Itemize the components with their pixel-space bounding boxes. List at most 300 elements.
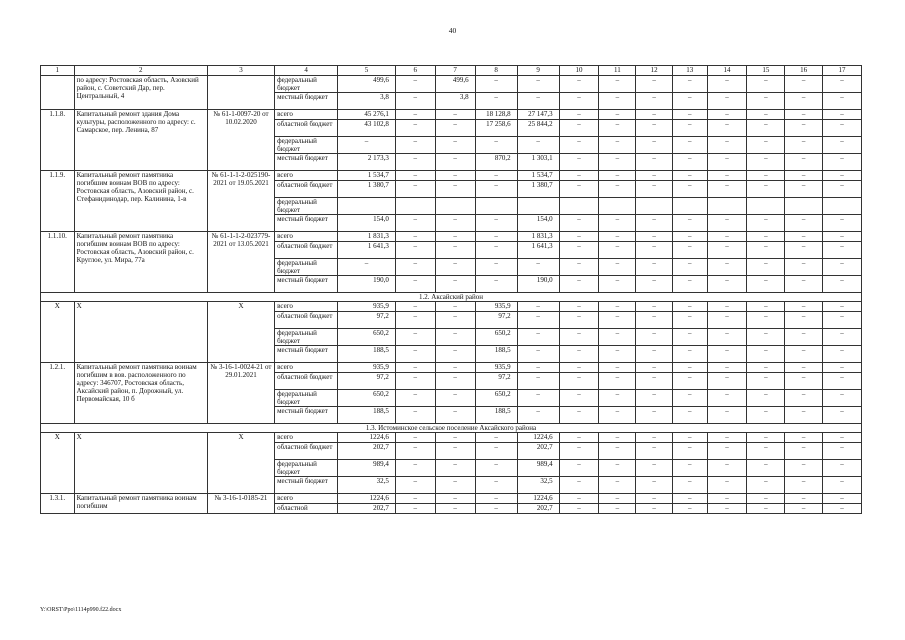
amount-cell: – [747,215,785,232]
amount-cell: – [599,259,636,276]
amount-cell: – [707,276,747,293]
amount-cell: – [517,363,559,373]
amount-cell: – [823,76,862,93]
amount-cell: – [707,460,747,477]
amount-cell: – [338,259,396,276]
amount-cell: – [435,242,475,259]
amount-cell: – [559,390,599,407]
amount-cell: – [707,390,747,407]
amount-cell: 27 147,3 [517,110,559,120]
amount-cell: – [747,346,785,363]
amount-cell: – [707,171,747,181]
amount-cell: – [636,302,673,312]
amount-cell: – [636,312,673,329]
amount-cell [338,198,396,215]
amount-cell: – [395,154,435,171]
amount-cell [636,198,673,215]
amount-cell: – [636,137,673,154]
amount-cell: 1 641,3 [338,242,396,259]
amount-cell: – [475,460,517,477]
amount-cell: 935,9 [338,363,396,373]
object-name: Капитальный ремонт памятника воинам погибшим в вов. расположенного по адресу: 346707, Ростовская область, Аксайский район, п. Дорожный, ул. Первомайская, 10 б [74,363,207,424]
amount-cell: – [559,215,599,232]
amount-cell [475,198,517,215]
amount-cell: – [823,504,862,514]
amount-cell: – [517,76,559,93]
amount-cell: – [707,259,747,276]
amount-cell: 32,5 [517,477,559,494]
budget-source: всего [275,232,338,242]
amount-cell: – [475,137,517,154]
amount-cell: – [707,154,747,171]
amount-cell: – [636,373,673,390]
amount-cell: – [707,312,747,329]
amount-cell: – [395,504,435,514]
amount-cell: – [395,276,435,293]
amount-cell: – [475,259,517,276]
amount-cell: 499,6 [435,76,475,93]
amount-cell: 202,7 [338,443,396,460]
column-header: 17 [823,66,862,76]
amount-cell: – [785,154,823,171]
amount-cell: – [785,312,823,329]
column-header: 3 [207,66,274,76]
amount-cell: – [559,302,599,312]
object-name: по адресу: Ростовская область, Азовский район, с. Советский Дар, пер. Центральный, 4 [74,76,207,110]
amount-cell: – [707,329,747,346]
amount-cell: – [823,373,862,390]
amount-cell: – [747,181,785,198]
amount-cell: – [599,312,636,329]
amount-cell: – [707,242,747,259]
amount-cell: – [435,477,475,494]
amount-cell: – [636,477,673,494]
amount-cell: – [672,93,707,110]
object-name: Капитальный ремонт памятника погибшим воинам ВОВ по адресу: Ростовская область, Азовский район, с. Круглое, ул. Мира, 77а [74,232,207,293]
amount-cell: – [785,232,823,242]
amount-cell: – [475,171,517,181]
object-name: Капитальный ремонт здания Дома культуры, расположенного по адресу: с. Самарское, пер. Ленина, 87 [74,110,207,171]
budget-source: федеральный бюджет [275,76,338,93]
amount-cell: – [559,259,599,276]
column-header: 15 [747,66,785,76]
amount-cell: – [672,346,707,363]
amount-cell: – [823,232,862,242]
amount-cell: – [747,433,785,443]
amount-cell: – [672,302,707,312]
amount-cell: – [517,407,559,424]
amount-cell: – [785,215,823,232]
budget-source: местный бюджет [275,407,338,424]
amount-cell: – [785,120,823,137]
amount-cell: – [517,390,559,407]
amount-cell: – [707,302,747,312]
amount-cell: – [559,137,599,154]
amount-cell: – [823,215,862,232]
amount-cell: 190,0 [517,276,559,293]
amount-cell: 650,2 [475,329,517,346]
amount-cell: – [435,504,475,514]
amount-cell: 32,5 [338,477,396,494]
amount-cell: – [435,215,475,232]
amount-cell: – [823,346,862,363]
amount-cell: – [823,312,862,329]
amount-cell: – [395,312,435,329]
amount-cell: – [785,494,823,504]
amount-cell: 97,2 [338,312,396,329]
amount-cell: – [475,242,517,259]
amount-cell: 154,0 [338,215,396,232]
amount-cell: – [823,407,862,424]
column-header: 9 [517,66,559,76]
table-row [41,302,862,312]
budget-table [40,65,862,514]
amount-cell: – [747,312,785,329]
amount-cell: – [435,390,475,407]
amount-cell: 188,5 [475,407,517,424]
table-body [41,66,862,514]
amount-cell: – [672,363,707,373]
amount-cell: – [672,120,707,137]
amount-cell: – [636,276,673,293]
amount-cell: – [435,443,475,460]
amount-cell: – [599,181,636,198]
amount-cell: – [785,346,823,363]
amount-cell [707,198,747,215]
table-row [41,232,862,242]
amount-cell: 154,0 [517,215,559,232]
amount-cell: – [707,93,747,110]
amount-cell: – [395,137,435,154]
amount-cell: – [823,154,862,171]
amount-cell: – [475,76,517,93]
amount-cell: – [559,242,599,259]
amount-cell: – [823,137,862,154]
amount-cell: 188,5 [338,407,396,424]
budget-source: всего [275,171,338,181]
amount-cell: – [672,154,707,171]
column-header: 1 [41,66,75,76]
amount-cell: – [672,171,707,181]
amount-cell: – [707,137,747,154]
amount-cell: – [636,76,673,93]
amount-cell: – [395,259,435,276]
item-number: 1.1.8. [41,110,75,171]
amount-cell: – [395,110,435,120]
amount-cell: – [785,363,823,373]
permit-number: № 61-1-1-2-025190-2021 от 19.05.2021 [207,171,274,232]
table-row [41,433,862,443]
amount-cell: – [823,477,862,494]
amount-cell: – [435,302,475,312]
amount-cell: – [559,504,599,514]
amount-cell: 935,9 [475,363,517,373]
budget-source: федеральный бюджет [275,137,338,154]
amount-cell: – [559,171,599,181]
amount-cell: – [636,93,673,110]
permit-number: № 3-16-1-0185-21 [207,494,274,514]
amount-cell: – [395,171,435,181]
amount-cell: – [672,373,707,390]
amount-cell: – [599,232,636,242]
amount-cell: – [672,494,707,504]
amount-cell: 650,2 [475,390,517,407]
amount-cell: – [672,477,707,494]
amount-cell: – [707,433,747,443]
amount-cell: – [672,181,707,198]
amount-cell: – [747,302,785,312]
amount-cell [517,198,559,215]
column-header: 13 [672,66,707,76]
table-row [41,494,862,504]
amount-cell: – [747,477,785,494]
amount-cell: – [747,171,785,181]
amount-cell: – [785,433,823,443]
amount-cell [559,198,599,215]
amount-cell: – [475,433,517,443]
amount-cell: – [785,443,823,460]
amount-cell: – [599,302,636,312]
amount-cell: – [599,433,636,443]
amount-cell: 1224,6 [338,433,396,443]
amount-cell: – [559,363,599,373]
amount-cell: – [636,346,673,363]
amount-cell: 1224,6 [517,494,559,504]
amount-cell: 989,4 [517,460,559,477]
amount-cell: – [475,215,517,232]
amount-cell: – [785,259,823,276]
object-name: Х [74,433,207,494]
amount-cell: – [823,171,862,181]
amount-cell: – [707,215,747,232]
amount-cell: – [435,407,475,424]
amount-cell: – [672,312,707,329]
amount-cell: – [636,120,673,137]
amount-cell: – [747,110,785,120]
amount-cell: – [747,232,785,242]
amount-cell: 202,7 [517,504,559,514]
amount-cell: – [435,433,475,443]
amount-cell [395,198,435,215]
column-header: 4 [275,66,338,76]
amount-cell: – [636,363,673,373]
amount-cell: – [517,346,559,363]
amount-cell: – [672,329,707,346]
amount-cell: – [823,181,862,198]
amount-cell: – [785,242,823,259]
amount-cell: – [636,504,673,514]
amount-cell: – [599,110,636,120]
section-title: 1.3. Истоминское сельское поселение Аксайского района [41,424,862,433]
amount-cell: – [823,363,862,373]
amount-cell: – [559,276,599,293]
amount-cell: – [395,215,435,232]
amount-cell: – [747,276,785,293]
table-row [41,171,862,181]
amount-cell: 97,2 [475,312,517,329]
amount-cell [672,198,707,215]
object-name: Х [74,302,207,363]
table-row [41,110,862,120]
amount-cell: 1 641,3 [517,242,559,259]
amount-cell: 1 534,7 [517,171,559,181]
amount-cell: – [559,120,599,137]
amount-cell: 45 276,1 [338,110,396,120]
budget-source: областной бюджет [275,443,338,460]
amount-cell: – [636,154,673,171]
amount-cell: – [636,329,673,346]
amount-cell: – [559,460,599,477]
amount-cell: – [559,232,599,242]
amount-cell: – [599,494,636,504]
amount-cell: 1 380,7 [338,181,396,198]
budget-source: областной бюджет [275,120,338,137]
amount-cell: – [747,494,785,504]
amount-cell: – [707,504,747,514]
column-header: 12 [636,66,673,76]
amount-cell: – [747,390,785,407]
amount-cell: – [672,276,707,293]
amount-cell: – [517,312,559,329]
amount-cell: – [672,390,707,407]
amount-cell: – [785,477,823,494]
object-name: Капитальный ремонт памятника погибшим воинам ВОВ по адресу: Ростовская область, Азовский район, с. Стефанидинодар, пер. Калинина, 1-в [74,171,207,232]
amount-cell: – [672,460,707,477]
budget-source: областной бюджет [275,373,338,390]
column-header: 6 [395,66,435,76]
amount-cell: – [559,373,599,390]
amount-cell: – [395,329,435,346]
amount-cell: 188,5 [338,346,396,363]
amount-cell: – [559,346,599,363]
amount-cell: – [672,232,707,242]
amount-cell: – [636,494,673,504]
amount-cell: – [475,504,517,514]
item-number: 1.2.1. [41,363,75,424]
permit-number: № 61-1-1-2-023779-2021 от 13.05.2021 [207,232,274,293]
budget-source: федеральный бюджет [275,329,338,346]
amount-cell: – [475,93,517,110]
amount-cell: – [435,312,475,329]
amount-cell: – [599,276,636,293]
amount-cell: – [559,407,599,424]
amount-cell: – [823,494,862,504]
budget-source: областной [275,504,338,514]
amount-cell: – [599,363,636,373]
amount-cell: – [636,407,673,424]
amount-cell: – [823,242,862,259]
amount-cell: – [747,329,785,346]
amount-cell: – [338,137,396,154]
amount-cell: – [707,76,747,93]
permit-number [207,76,274,110]
amount-cell: – [636,171,673,181]
amount-cell: – [395,242,435,259]
amount-cell: – [395,363,435,373]
amount-cell: – [395,477,435,494]
amount-cell: – [672,110,707,120]
amount-cell: 1 831,3 [338,232,396,242]
amount-cell: – [435,137,475,154]
amount-cell: – [823,120,862,137]
item-number: 1.1.9. [41,171,75,232]
amount-cell: 650,2 [338,390,396,407]
column-header: 8 [475,66,517,76]
amount-cell: – [599,215,636,232]
amount-cell: 1224,6 [517,433,559,443]
amount-cell: – [559,93,599,110]
amount-cell: – [395,346,435,363]
amount-cell: 1 380,7 [517,181,559,198]
amount-cell: – [707,181,747,198]
amount-cell: – [785,276,823,293]
amount-cell: – [672,433,707,443]
item-number: 1.1.10. [41,232,75,293]
amount-cell: – [395,407,435,424]
amount-cell: – [747,120,785,137]
amount-cell: – [747,242,785,259]
amount-cell: – [636,110,673,120]
amount-cell: – [395,232,435,242]
amount-cell: – [636,242,673,259]
column-header: 7 [435,66,475,76]
budget-source: всего [275,363,338,373]
item-number: Х [41,302,75,363]
amount-cell: – [559,76,599,93]
budget-source: местный бюджет [275,93,338,110]
amount-cell: – [672,76,707,93]
amount-cell: – [435,171,475,181]
amount-cell: – [785,504,823,514]
amount-cell: – [636,390,673,407]
amount-cell: – [599,443,636,460]
budget-source: всего [275,494,338,504]
amount-cell: – [636,460,673,477]
amount-cell: – [636,181,673,198]
column-header: 11 [599,66,636,76]
amount-cell: 202,7 [517,443,559,460]
amount-cell: – [599,154,636,171]
budget-source: федеральный бюджет [275,198,338,215]
amount-cell: – [823,329,862,346]
amount-cell: 1224,6 [338,494,396,504]
amount-cell: – [475,181,517,198]
column-header: 5 [338,66,396,76]
amount-cell: – [517,137,559,154]
amount-cell: – [785,93,823,110]
amount-cell: 190,0 [338,276,396,293]
amount-cell: – [707,346,747,363]
amount-cell: – [435,120,475,137]
amount-cell: – [747,154,785,171]
amount-cell: – [636,433,673,443]
amount-cell: – [435,460,475,477]
amount-cell: 1 534,7 [338,171,396,181]
amount-cell: – [747,443,785,460]
item-number [41,76,75,110]
budget-source: областной бюджет [275,242,338,259]
section-row [41,424,862,433]
budget-source: федеральный бюджет [275,460,338,477]
amount-cell: – [599,373,636,390]
amount-cell: 202,7 [338,504,396,514]
amount-cell: – [707,232,747,242]
amount-cell: – [599,390,636,407]
amount-cell: – [599,93,636,110]
amount-cell: – [636,259,673,276]
amount-cell: – [747,93,785,110]
column-header: 10 [559,66,599,76]
